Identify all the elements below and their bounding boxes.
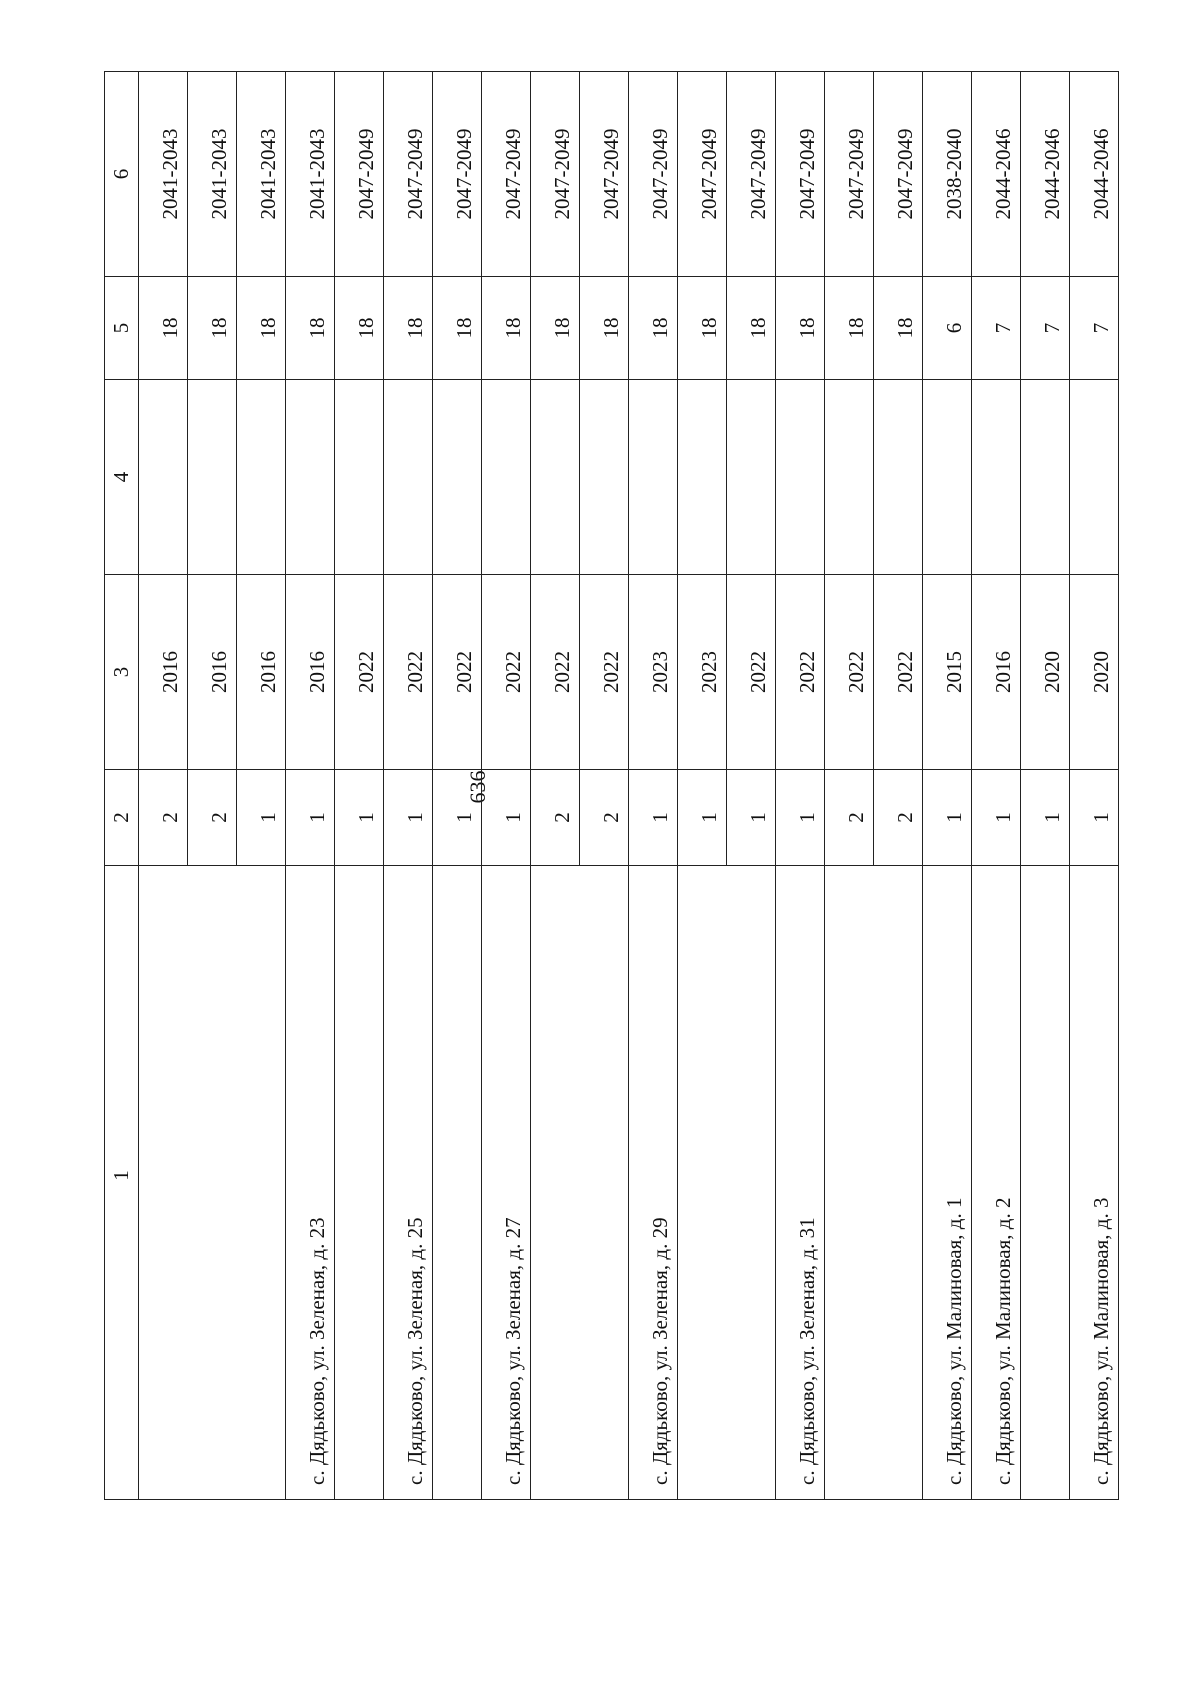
- cell-c3: 2023: [629, 575, 678, 770]
- table-row: [874, 72, 923, 1500]
- cell-c3: 2016: [237, 575, 286, 770]
- cell-c5: 18: [727, 277, 776, 380]
- cell-c4: [776, 380, 825, 575]
- cell-c3: 2022: [433, 575, 482, 770]
- cell-c1: [727, 866, 776, 1500]
- table-row: [139, 72, 188, 1500]
- cell-c5: 18: [629, 277, 678, 380]
- cell-c2: 1: [1021, 770, 1070, 866]
- page-number: 636: [465, 770, 490, 804]
- cell-c4: [580, 380, 629, 575]
- column-header-3: 3: [105, 575, 139, 770]
- table-row: [923, 72, 972, 1500]
- cell-c5: 7: [1021, 277, 1070, 380]
- cell-c4: [629, 380, 678, 575]
- cell-c1: с. Дядьково, ул. Зеленая, д. 31: [776, 866, 825, 1500]
- cell-c6: 2047-2049: [727, 72, 776, 277]
- table-row: [580, 72, 629, 1500]
- cell-c5: 18: [286, 277, 335, 380]
- cell-c1: [825, 866, 874, 1500]
- cell-c6: 2044-2046: [972, 72, 1021, 277]
- column-header-4: 4: [105, 380, 139, 575]
- cell-c6: 2047-2049: [384, 72, 433, 277]
- cell-c6: 2044-2046: [1070, 72, 1119, 277]
- cell-c4: [874, 380, 923, 575]
- table-row: [433, 72, 482, 1500]
- cell-c4: [1070, 380, 1119, 575]
- cell-c5: 18: [678, 277, 727, 380]
- cell-c3: 2022: [776, 575, 825, 770]
- table-row: [335, 72, 384, 1500]
- cell-c5: 18: [384, 277, 433, 380]
- cell-c2: 1: [384, 770, 433, 866]
- cell-c3: 2022: [531, 575, 580, 770]
- cell-c6: 2041-2043: [286, 72, 335, 277]
- cell-c2: 1: [433, 770, 482, 866]
- cell-c2: 2: [874, 770, 923, 866]
- cell-c3: 2022: [384, 575, 433, 770]
- cell-c5: 6: [923, 277, 972, 380]
- cell-c4: [237, 380, 286, 575]
- cell-c1: [874, 866, 923, 1500]
- header-row: [105, 72, 139, 1500]
- cell-c2: 1: [1070, 770, 1119, 866]
- cell-c5: 18: [776, 277, 825, 380]
- cell-c1: [678, 866, 727, 1500]
- cell-c2: 2: [825, 770, 874, 866]
- cell-c2: 2: [188, 770, 237, 866]
- cell-c2: 1: [482, 770, 531, 866]
- cell-c3: 2022: [727, 575, 776, 770]
- table-row: [629, 72, 678, 1500]
- cell-c3: 2015: [923, 575, 972, 770]
- cell-c6: 2038-2040: [923, 72, 972, 277]
- cell-c3: 2022: [580, 575, 629, 770]
- cell-c1: с. Дядьково, ул. Зеленая, д. 25: [384, 866, 433, 1500]
- cell-c5: 18: [188, 277, 237, 380]
- cell-c2: 1: [972, 770, 1021, 866]
- table-row: [237, 72, 286, 1500]
- cell-c5: 7: [972, 277, 1021, 380]
- cell-c1: с. Дядьково, ул. Зеленая, д. 27: [482, 866, 531, 1500]
- column-header-1: 1: [105, 866, 139, 1500]
- cell-c6: 2041-2043: [237, 72, 286, 277]
- cell-c3: 2022: [335, 575, 384, 770]
- table-row: [1070, 72, 1119, 1500]
- cell-c4: [335, 380, 384, 575]
- cell-c2: 1: [237, 770, 286, 866]
- cell-c5: 18: [531, 277, 580, 380]
- cell-c5: 18: [335, 277, 384, 380]
- cell-c6: 2047-2049: [776, 72, 825, 277]
- cell-c5: 18: [237, 277, 286, 380]
- table-row: [825, 72, 874, 1500]
- cell-c1: [1021, 866, 1070, 1500]
- cell-c6: 2044-2046: [1021, 72, 1070, 277]
- cell-c6: 2047-2049: [825, 72, 874, 277]
- cell-c2: 1: [727, 770, 776, 866]
- cell-c4: [1021, 380, 1070, 575]
- cell-c4: [825, 380, 874, 575]
- cell-c1: с. Дядьково, ул. Зеленая, д. 23: [286, 866, 335, 1500]
- cell-c2: 1: [286, 770, 335, 866]
- cell-c1: с. Дядьково, ул. Зеленая, д. 29: [629, 866, 678, 1500]
- cell-c1: с. Дядьково, ул. Малиновая, д. 3: [1070, 866, 1119, 1500]
- cell-c1: [237, 866, 286, 1500]
- cell-c6: 2047-2049: [874, 72, 923, 277]
- cell-c3: 2016: [188, 575, 237, 770]
- cell-c4: [188, 380, 237, 575]
- table-row: [188, 72, 237, 1500]
- cell-c4: [286, 380, 335, 575]
- cell-c6: 2047-2049: [678, 72, 727, 277]
- cell-c5: 18: [482, 277, 531, 380]
- cell-c3: 2023: [678, 575, 727, 770]
- table-row: [286, 72, 335, 1500]
- cell-c3: 2020: [1021, 575, 1070, 770]
- cell-c4: [433, 380, 482, 575]
- cell-c1: [580, 866, 629, 1500]
- cell-c2: 1: [678, 770, 727, 866]
- cell-c6: 2047-2049: [531, 72, 580, 277]
- table-row: [482, 72, 531, 1500]
- cell-c3: 2022: [874, 575, 923, 770]
- table-row: [384, 72, 433, 1500]
- cell-c4: [972, 380, 1021, 575]
- cell-c4: [531, 380, 580, 575]
- cell-c4: [482, 380, 531, 575]
- cell-c5: 18: [139, 277, 188, 380]
- data-table: [104, 71, 1119, 1500]
- table-row: [776, 72, 825, 1500]
- cell-c1: [531, 866, 580, 1500]
- column-header-6: 6: [105, 72, 139, 277]
- cell-c1: [139, 866, 188, 1500]
- cell-c1: с. Дядьково, ул. Малиновая, д. 2: [972, 866, 1021, 1500]
- cell-c1: [433, 866, 482, 1500]
- table-row: [531, 72, 580, 1500]
- cell-c3: 2022: [825, 575, 874, 770]
- cell-c4: [139, 380, 188, 575]
- cell-c6: 2047-2049: [335, 72, 384, 277]
- cell-c6: 2041-2043: [139, 72, 188, 277]
- cell-c3: 2022: [482, 575, 531, 770]
- cell-c1: с. Дядьково, ул. Малиновая, д. 1: [923, 866, 972, 1500]
- cell-c1: [188, 866, 237, 1500]
- cell-c4: [923, 380, 972, 575]
- column-header-5: 5: [105, 277, 139, 380]
- cell-c5: 7: [1070, 277, 1119, 380]
- cell-c6: 2047-2049: [629, 72, 678, 277]
- data-table-rotated: [104, 72, 1113, 1500]
- column-header-2: 2: [105, 770, 139, 866]
- cell-c2: 1: [629, 770, 678, 866]
- cell-c3: 2016: [286, 575, 335, 770]
- cell-c3: 2016: [972, 575, 1021, 770]
- cell-c5: 18: [580, 277, 629, 380]
- cell-c4: [384, 380, 433, 575]
- cell-c6: 2041-2043: [188, 72, 237, 277]
- cell-c6: 2047-2049: [433, 72, 482, 277]
- cell-c1: [335, 866, 384, 1500]
- cell-c5: 18: [874, 277, 923, 380]
- cell-c4: [727, 380, 776, 575]
- cell-c6: 2047-2049: [580, 72, 629, 277]
- cell-c2: 1: [335, 770, 384, 866]
- cell-c6: 2047-2049: [482, 72, 531, 277]
- cell-c3: 2020: [1070, 575, 1119, 770]
- cell-c2: 1: [776, 770, 825, 866]
- cell-c2: 1: [923, 770, 972, 866]
- cell-c2: 2: [531, 770, 580, 866]
- cell-c3: 2016: [139, 575, 188, 770]
- cell-c5: 18: [433, 277, 482, 380]
- table-row: [678, 72, 727, 1500]
- cell-c2: 2: [139, 770, 188, 866]
- table-row: [727, 72, 776, 1500]
- table-row: [972, 72, 1021, 1500]
- cell-c5: 18: [825, 277, 874, 380]
- cell-c4: [678, 380, 727, 575]
- cell-c2: 2: [580, 770, 629, 866]
- table-row: [1021, 72, 1070, 1500]
